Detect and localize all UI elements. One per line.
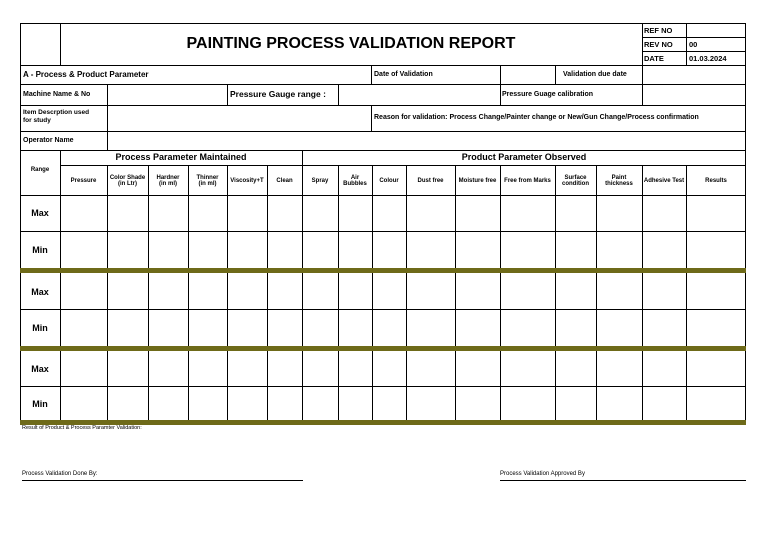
column-header-sublabel: (in ml) bbox=[198, 181, 217, 187]
table-cell[interactable] bbox=[687, 275, 746, 309]
column-header bbox=[555, 167, 596, 195]
column-header bbox=[107, 167, 148, 195]
table-cell[interactable] bbox=[556, 196, 596, 231]
column-header-label: Spray bbox=[311, 177, 329, 184]
report-title: PAINTING PROCESS VALIDATION REPORT bbox=[186, 35, 516, 52]
table-cell[interactable] bbox=[189, 310, 227, 346]
ref-no-label: REF NO bbox=[644, 26, 673, 35]
table-cell[interactable] bbox=[373, 196, 406, 231]
table-cell[interactable] bbox=[189, 275, 227, 309]
approved-by-signature-line[interactable] bbox=[500, 480, 746, 481]
table-cell[interactable] bbox=[339, 352, 372, 386]
table-cell[interactable] bbox=[407, 232, 455, 268]
table-cell[interactable] bbox=[597, 232, 642, 268]
result-label: Result of Product & Process Paramter Validation: bbox=[22, 425, 142, 431]
column-header-label: Surface bbox=[564, 174, 587, 181]
table-cell[interactable] bbox=[108, 352, 148, 386]
column-header bbox=[372, 167, 406, 195]
table-cell[interactable] bbox=[643, 352, 686, 386]
column-header-label: Adhesive Test bbox=[643, 177, 685, 184]
section-a-heading: A - Process & Product Parameter bbox=[23, 70, 149, 79]
table-cell[interactable] bbox=[61, 387, 107, 421]
column-header-label: Results bbox=[705, 177, 727, 184]
validation-due-date-input[interactable] bbox=[643, 66, 745, 83]
group-header-line bbox=[60, 165, 746, 166]
table-cell[interactable] bbox=[687, 352, 746, 386]
date-value: 01.03.2024 bbox=[689, 54, 727, 63]
table-cell[interactable] bbox=[268, 310, 302, 346]
table-cell[interactable] bbox=[149, 387, 188, 421]
table-cell[interactable] bbox=[189, 352, 227, 386]
pressure-gauge-calibration-input[interactable] bbox=[643, 85, 745, 104]
rev-no-label: REV NO bbox=[644, 40, 673, 49]
pressure-gauge-range-label: Pressure Gauge range : bbox=[230, 89, 326, 99]
table-cell[interactable] bbox=[149, 232, 188, 268]
table-cell[interactable] bbox=[456, 352, 500, 386]
table-cell[interactable] bbox=[643, 196, 686, 231]
table-cell[interactable] bbox=[303, 275, 338, 309]
table-cell[interactable] bbox=[643, 275, 686, 309]
table-cell[interactable] bbox=[456, 275, 500, 309]
table-cell[interactable] bbox=[108, 387, 148, 421]
table-cell[interactable] bbox=[339, 310, 372, 346]
group-separator-bar bbox=[20, 268, 746, 273]
table-cell[interactable] bbox=[597, 196, 642, 231]
table-cell[interactable] bbox=[108, 196, 148, 231]
table-cell[interactable] bbox=[501, 232, 555, 268]
table-cell[interactable] bbox=[268, 232, 302, 268]
pressure-gauge-range-input[interactable] bbox=[339, 85, 499, 104]
table-cell[interactable] bbox=[149, 310, 188, 346]
table-cell[interactable] bbox=[108, 275, 148, 309]
table-cell[interactable] bbox=[501, 310, 555, 346]
table-cell[interactable] bbox=[407, 275, 455, 309]
table-cell[interactable] bbox=[228, 387, 267, 421]
table-cell[interactable] bbox=[501, 387, 555, 421]
table-cell[interactable] bbox=[228, 232, 267, 268]
item-description-input[interactable] bbox=[108, 106, 370, 130]
validation-due-date-label: Validation due date bbox=[563, 71, 627, 78]
table-cell[interactable] bbox=[643, 310, 686, 346]
table-cell[interactable] bbox=[407, 196, 455, 231]
table-cell[interactable] bbox=[556, 387, 596, 421]
table-cell[interactable] bbox=[501, 275, 555, 309]
reason-for-validation-label: Reason for validation: Process Change/Painter change or New/Gun Change/Process confirmation bbox=[374, 114, 699, 121]
table-cell[interactable] bbox=[108, 310, 148, 346]
column-header-label: Hardner bbox=[156, 174, 180, 181]
column-header-sublabel: (in ml) bbox=[159, 181, 177, 187]
column-header-sublabel: thickness bbox=[605, 181, 633, 187]
table-cell[interactable] bbox=[687, 310, 746, 346]
process-group-header: Process Parameter Maintained bbox=[115, 152, 247, 162]
column-header bbox=[227, 167, 267, 195]
done-by-label: Process Validation Done By: bbox=[22, 471, 98, 477]
column-header bbox=[642, 167, 686, 195]
column-header bbox=[188, 167, 227, 195]
table-cell[interactable] bbox=[268, 352, 302, 386]
column-header-label: Colour bbox=[379, 177, 399, 184]
table-cell[interactable] bbox=[643, 387, 686, 421]
column-header-label: Free from Marks bbox=[504, 177, 551, 184]
table-cell[interactable] bbox=[556, 232, 596, 268]
column-header bbox=[302, 167, 338, 195]
table-cell[interactable] bbox=[189, 387, 227, 421]
table-cell[interactable] bbox=[339, 387, 372, 421]
title-logo-cell bbox=[20, 23, 60, 65]
range-label: Max bbox=[31, 363, 49, 374]
table-cell[interactable] bbox=[687, 232, 746, 268]
table-cell[interactable] bbox=[556, 352, 596, 386]
table-cell[interactable] bbox=[268, 196, 302, 231]
table-cell[interactable] bbox=[373, 387, 406, 421]
column-header bbox=[455, 167, 500, 195]
table-cell[interactable] bbox=[303, 232, 338, 268]
table-cell[interactable] bbox=[373, 310, 406, 346]
table-cell[interactable] bbox=[556, 275, 596, 309]
column-header-label: Dust free bbox=[417, 177, 444, 184]
range-header: Range bbox=[30, 167, 50, 173]
table-cell[interactable] bbox=[687, 387, 746, 421]
table-cell[interactable] bbox=[303, 387, 338, 421]
column-header-label: Thinner bbox=[196, 174, 219, 181]
table-cell[interactable] bbox=[556, 310, 596, 346]
machine-label: Machine Name & No bbox=[23, 91, 91, 98]
table-cell[interactable] bbox=[149, 275, 188, 309]
pressure-gauge-calibration-label: Pressure Guage calibration bbox=[502, 91, 594, 98]
column-header bbox=[60, 167, 107, 195]
table-cell[interactable] bbox=[61, 310, 107, 346]
table-cell[interactable] bbox=[373, 232, 406, 268]
table-cell[interactable] bbox=[61, 196, 107, 231]
group-separator-bar bbox=[20, 346, 746, 351]
table-top-line bbox=[20, 150, 746, 151]
machine-input[interactable] bbox=[108, 85, 226, 104]
table-cell[interactable] bbox=[456, 196, 500, 231]
table-cell[interactable] bbox=[456, 387, 500, 421]
table-cell[interactable] bbox=[303, 310, 338, 346]
table-cell[interactable] bbox=[407, 387, 455, 421]
column-header bbox=[338, 167, 372, 195]
range-label: Max bbox=[31, 208, 49, 218]
column-header-label: Color Shade bbox=[109, 174, 146, 181]
table-cell[interactable] bbox=[339, 232, 372, 268]
table-cell[interactable] bbox=[597, 352, 642, 386]
column-header bbox=[500, 167, 555, 195]
column-header bbox=[596, 167, 642, 195]
table-cell[interactable] bbox=[228, 275, 267, 309]
table-cell[interactable] bbox=[61, 232, 107, 268]
table-cell[interactable] bbox=[597, 387, 642, 421]
approved-by-label: Process Validation Approved By bbox=[500, 471, 585, 477]
table-cell[interactable] bbox=[228, 352, 267, 386]
table-cell[interactable] bbox=[373, 352, 406, 386]
column-header bbox=[148, 167, 188, 195]
item-description-label: Item Descrption used bbox=[23, 109, 90, 116]
done-by-signature-line[interactable] bbox=[22, 480, 303, 481]
table-cell[interactable] bbox=[407, 310, 455, 346]
column-header-label: Clean bbox=[276, 177, 293, 184]
table-cell[interactable] bbox=[108, 232, 148, 268]
table-cell[interactable] bbox=[189, 196, 227, 231]
validation-date-input[interactable] bbox=[501, 66, 554, 83]
table-cell[interactable] bbox=[268, 387, 302, 421]
table-cell[interactable] bbox=[643, 232, 686, 268]
range-label: Min bbox=[32, 244, 48, 255]
range-label: Min bbox=[32, 322, 48, 333]
table-cell[interactable] bbox=[501, 196, 555, 231]
table-cell[interactable] bbox=[228, 196, 267, 231]
rev-no-value: 00 bbox=[689, 40, 698, 49]
column-header bbox=[686, 167, 746, 195]
product-group-header: Product Parameter Observed bbox=[461, 152, 587, 162]
column-header-sublabel: condition bbox=[562, 181, 589, 187]
range-label: Max bbox=[31, 286, 49, 297]
column-header-label: Viscosity+T bbox=[230, 177, 264, 184]
operator-label: Operator Name bbox=[23, 137, 74, 144]
table-cell[interactable] bbox=[407, 352, 455, 386]
table-cell[interactable] bbox=[339, 196, 372, 231]
item-description-label-2: for study bbox=[23, 117, 51, 124]
date-of-validation-label: Date of Validation bbox=[374, 71, 433, 78]
table-cell[interactable] bbox=[687, 196, 746, 231]
table-cell[interactable] bbox=[456, 310, 500, 346]
table-cell[interactable] bbox=[339, 275, 372, 309]
column-header-label: Paint bbox=[611, 174, 627, 181]
table-cell[interactable] bbox=[228, 310, 267, 346]
table-cell[interactable] bbox=[456, 232, 500, 268]
table-cell[interactable] bbox=[597, 275, 642, 309]
column-header bbox=[406, 167, 455, 195]
table-cell[interactable] bbox=[501, 352, 555, 386]
table-cell[interactable] bbox=[61, 275, 107, 309]
column-header-sublabel: (in Ltr) bbox=[118, 181, 137, 187]
date-label: DATE bbox=[644, 54, 664, 63]
column-header-label: Moisture free bbox=[458, 177, 497, 184]
range-label: Min bbox=[32, 398, 48, 409]
table-cell[interactable] bbox=[149, 352, 188, 386]
column-header-label: Pressure bbox=[70, 177, 97, 184]
table-cell[interactable] bbox=[373, 275, 406, 309]
column-header bbox=[267, 167, 302, 195]
column-header-label: Air bbox=[350, 174, 360, 181]
table-cell[interactable] bbox=[189, 232, 227, 268]
table-cell[interactable] bbox=[597, 310, 642, 346]
table-cell[interactable] bbox=[268, 275, 302, 309]
operator-input[interactable] bbox=[108, 132, 745, 149]
table-cell[interactable] bbox=[149, 196, 188, 231]
table-cell[interactable] bbox=[303, 352, 338, 386]
column-header-sublabel: Bubbles bbox=[343, 181, 367, 187]
table-cell[interactable] bbox=[61, 352, 107, 386]
table-cell[interactable] bbox=[303, 196, 338, 231]
